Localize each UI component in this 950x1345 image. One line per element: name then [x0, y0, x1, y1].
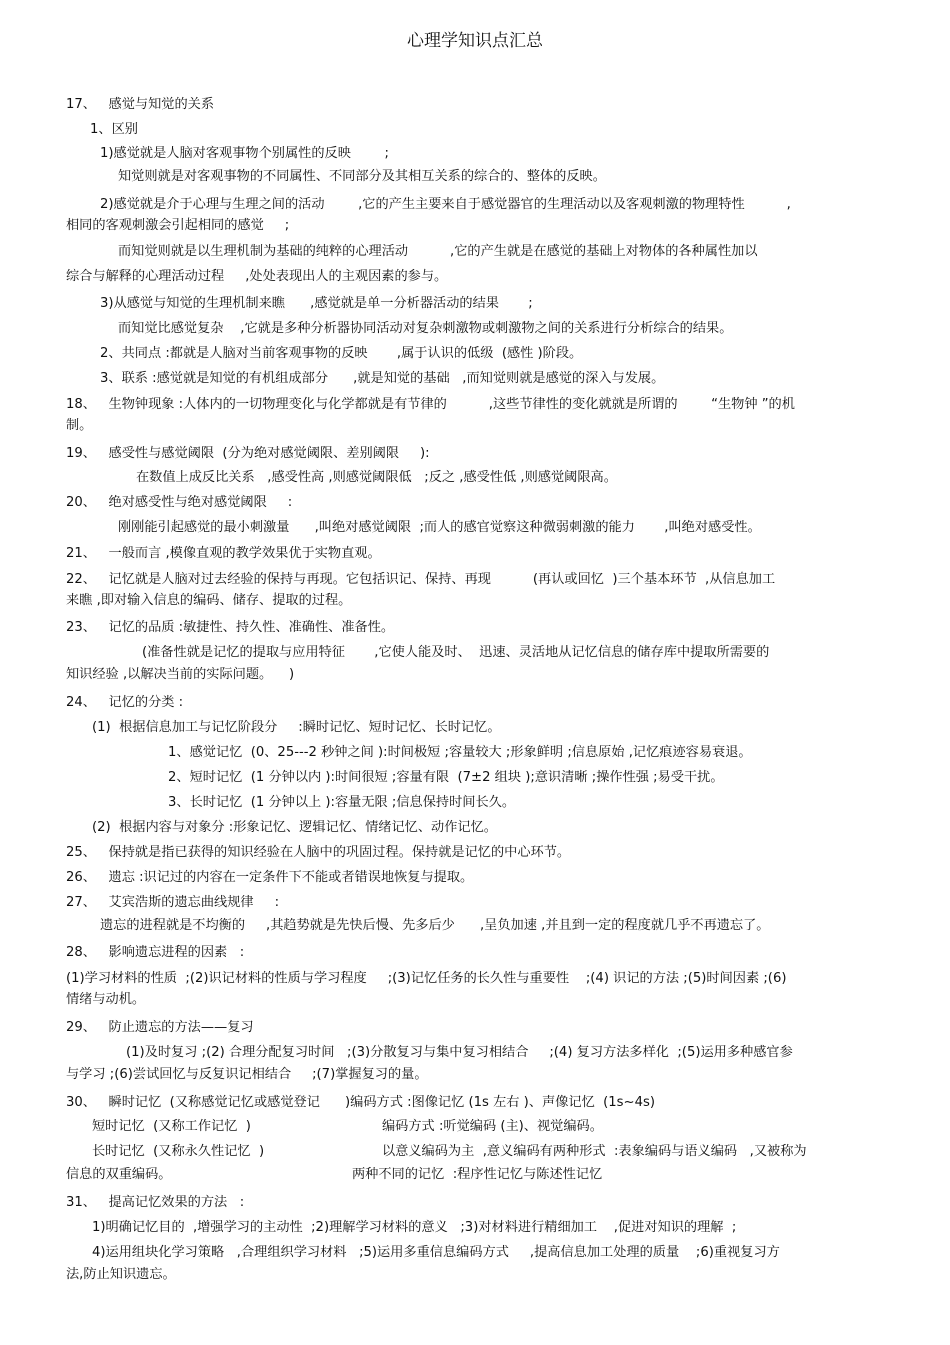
text-line: 22、 记忆就是人脑对过去经验的保持与再现。它包括识记、保持、再现 (再认或回忆 )三个基本环节 ,从信息加工: [66, 572, 776, 587]
text-line: 相同的客观刺激会引起相同的感觉 ;: [66, 218, 290, 233]
text-line: 23、 记忆的品质 :敏捷性、持久性、准确性、准备性。: [66, 620, 395, 635]
text-line: 1)感觉就是人脑对客观事物个别属性的反映 ;: [100, 146, 389, 161]
text-line: 29、 防止遗忘的方法——复习: [66, 1020, 254, 1035]
text-line: 1)明确记忆目的 ,增强学习的主动性 ;2)理解学习材料的意义 ;3)对材料进行精细加工 ,促进对知识的理解 ;: [92, 1220, 737, 1235]
text-line: 来瞧 ,即对输入信息的编码、储存、提取的过程。: [66, 593, 352, 608]
text-line: 19、 感受性与感觉阈限 (分为绝对感觉阈限、差别阈限 ):: [66, 446, 430, 461]
text-line: 在数值上成反比关系 ,感受性高 ,则感觉阈限低 ;反之 ,感受性低 ,则感觉阈限高。: [136, 470, 617, 485]
text-line: 3、长时记忆 (1 分钟以上 ):容量无限 ;信息保持时间长久。: [168, 795, 516, 810]
document-title: 心理学知识点汇总: [407, 31, 543, 51]
text-line: (1)学习材料的性质 ;(2)识记材料的性质与学习程度 ;(3)记忆任务的长久性与重要性 ;(4) 识记的方法 ;(5)时间因素 ;(6): [66, 971, 787, 986]
text-line: (1) 根据信息加工与记忆阶段分 :瞬时记忆、短时记忆、长时记忆。: [92, 720, 501, 735]
text-line: 制。: [66, 418, 93, 433]
text-line: 2、共同点 :都就是人脑对当前客观事物的反映 ,属于认识的低级 (感性 )阶段。: [100, 346, 583, 361]
text-line: 1、感觉记忆 (0、25---2 秒钟之间 ):时间极短 ;容量较大 ;形象鲜明 ;信息原始 ,记忆痕迹容易衰退。: [168, 745, 752, 760]
text-line: 18、 生物钟现象 :人体内的一切物理变化与化学都就是有节律的 ,这些节律性的变化就就是所谓的 “生物钟 ”的机: [66, 397, 795, 412]
text-line: 4)运用组块化学习策略 ,合理组织学习材料 ;5)运用多重信息编码方式 ,提高信息加工处理的质量 ;6)重视复习方: [92, 1245, 780, 1260]
text-line: 17、 感觉与知觉的关系: [66, 97, 215, 112]
text-line: 以意义编码为主 ,意义编码有两种形式 :表象编码与语义编码 ,又被称为: [382, 1144, 807, 1159]
text-line: (准备性就是记忆的提取与应用特征 ,它使人能及时、 迅速、灵活地从记忆信息的储存库中提取所需要的: [142, 645, 770, 660]
text-line: 21、 一般而言 ,模像直观的教学效果优于实物直观。: [66, 546, 381, 561]
text-line: 28、 影响遗忘进程的因素 :: [66, 945, 245, 960]
text-line: 20、 绝对感受性与绝对感觉阈限 :: [66, 495, 293, 510]
text-line: 编码方式 :听觉编码 (主)、视觉编码。: [382, 1119, 603, 1134]
text-line: 知觉则就是对客观事物的不同属性、不同部分及其相互关系的综合的、整体的反映。: [118, 169, 606, 184]
text-line: 3)从感觉与知觉的生理机制来瞧 ,感觉就是单一分析器活动的结果 ;: [100, 296, 533, 311]
text-line: (2) 根据内容与对象分 :形象记忆、逻辑记忆、情绪记忆、动作记忆。: [92, 820, 497, 835]
text-line: 26、 遗忘 :识记过的内容在一定条件下不能或者错误地恢复与提取。: [66, 870, 474, 885]
text-line: 而知觉则就是以生理机制为基础的纯粹的心理活动 ,它的产生就是在感觉的基础上对物体的各种属性加以: [118, 244, 758, 259]
text-line: 信息的双重编码。: [66, 1167, 172, 1182]
text-line: 2)感觉就是介于心理与生理之间的活动 ,它的产生主要来自于感觉器官的生理活动以及客观刺激的物理特性 ,: [100, 197, 791, 212]
text-line: 1、区别: [90, 122, 138, 137]
text-line: 短时记忆 (又称工作记忆 ): [92, 1119, 251, 1134]
text-line: 遗忘的进程就是不均衡的 ,其趋势就是先快后慢、先多后少 ,呈负加速 ,并且到一定的程度就几乎不再遗忘了。: [100, 918, 770, 933]
text-line: 而知觉比感觉复杂 ,它就是多种分析器协同活动对复杂刺激物或刺激物之间的关系进行分析综合的结果。: [118, 321, 733, 336]
text-line: 30、 瞬时记忆 (又称感觉记忆或感觉登记 )编码方式 :图像记忆 (1s 左右 )、声像记忆 (1s~4s): [66, 1095, 655, 1110]
text-line: 27、 艾宾浩斯的遗忘曲线规律 :: [66, 895, 280, 910]
text-line: 综合与解释的心理活动过程 ,处处表现出人的主观因素的参与。: [66, 269, 448, 284]
text-line: 法,防止知识遗忘。: [66, 1267, 176, 1282]
text-line: 情绪与动机。: [66, 992, 146, 1007]
text-line: 长时记忆 (又称永久性记忆 ): [92, 1144, 265, 1159]
text-line: 两种不同的记忆 :程序性记忆与陈述性记忆: [352, 1167, 603, 1182]
text-line: 31、 提高记忆效果的方法 :: [66, 1195, 245, 1210]
text-line: 2、短时记忆 (1 分钟以内 ):时间很短 ;容量有限 (7±2 组块 );意识清晰 ;操作性强 ;易受干扰。: [168, 770, 724, 785]
text-line: 24、 记忆的分类 :: [66, 695, 184, 710]
text-line: 知识经验 ,以解决当前的实际问题。 ): [66, 667, 295, 682]
text-line: 刚刚能引起感觉的最小刺激量 ,叫绝对感觉阈限 ;而人的感官觉察这种微弱刺激的能力 ,叫绝对感受性。: [118, 520, 761, 535]
text-line: (1)及时复习 ;(2) 合理分配复习时间 ;(3)分散复习与集中复习相结合 ;(4) 复习方法多样化 ;(5)运用多种感官参: [126, 1045, 793, 1060]
text-line: 3、联系 :感觉就是知觉的有机组成部分 ,就是知觉的基础 ,而知觉则就是感觉的深入与发展。: [100, 371, 665, 386]
text-line: 25、 保持就是指已获得的知识经验在人脑中的巩固过程。保持就是记忆的中心环节。: [66, 845, 571, 860]
text-line: 与学习 ;(6)尝试回忆与反复识记相结合 ;(7)掌握复习的量。: [66, 1067, 428, 1082]
